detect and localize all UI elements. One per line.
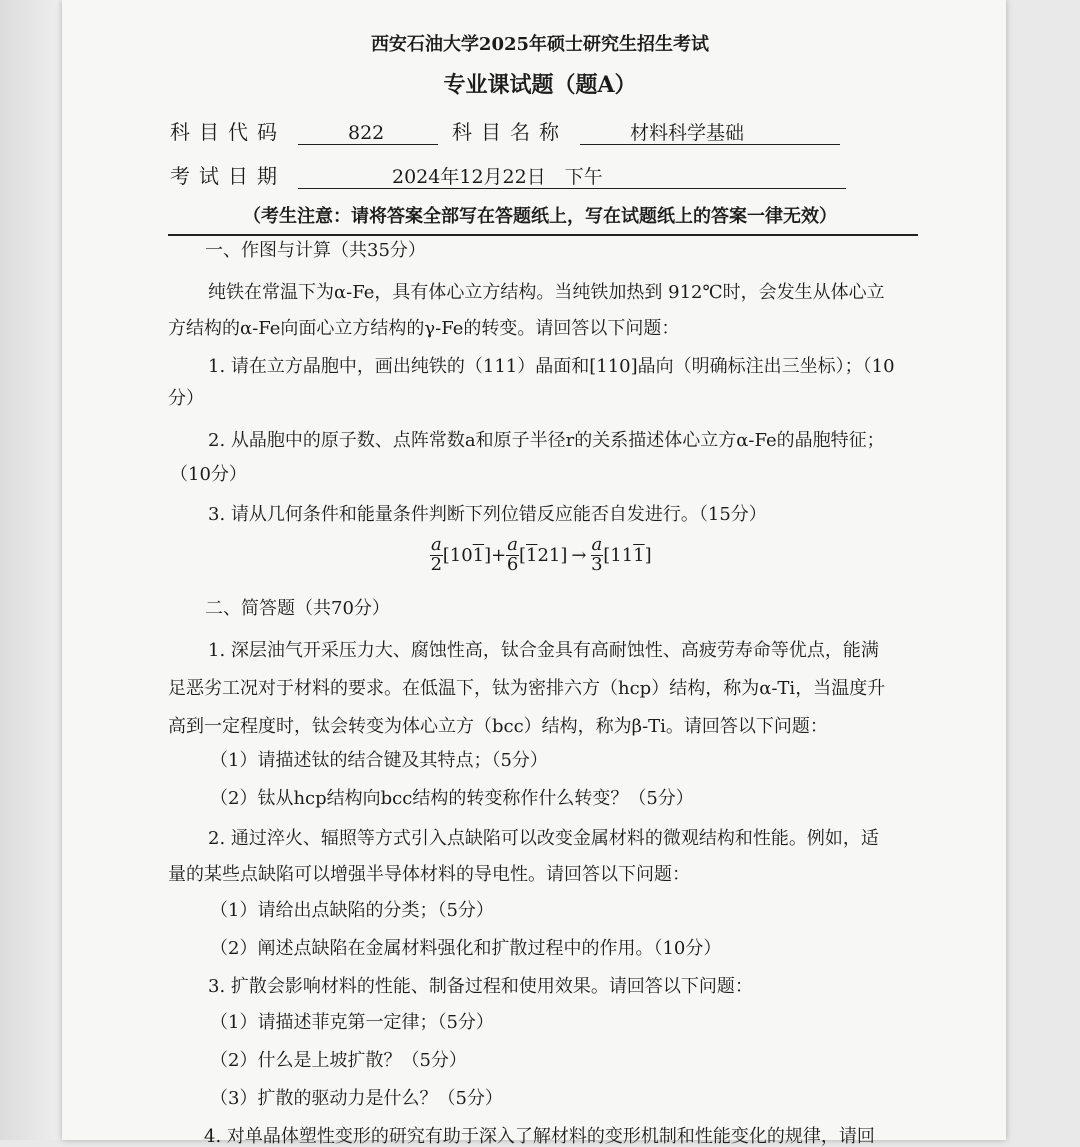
section2-q1-sub2: （2）钛从hcp结构向bcc结构的转变称作什么转变？（5分）	[210, 788, 694, 809]
section2-q2-line1: 2. 通过淬火、辐照等方式引入点缺陷可以改变金属材料的微观结构和性能。例如，适	[208, 828, 879, 849]
exam-date-underline	[298, 188, 846, 189]
section2-q2-sub2: （2）阐述点缺陷在金属材料强化和扩散过程中的作用。（10分）	[210, 938, 722, 959]
section2-q1-line2: 足恶劣工况对于材料的要求。在低温下，钛为密排六方（hcp）结构，称为α-Ti，当温度升	[168, 678, 886, 699]
section2-q1-line3: 高到一定程度时，钛会转变为体心立方（bcc）结构，称为β-Ti。请回答以下问题：	[168, 716, 828, 737]
burgers-vector-2: [121]	[518, 544, 568, 566]
exam-date-label: 考试日期	[170, 164, 286, 188]
section2-q1-line1: 1. 深层油气开采压力大、腐蚀性高，钛合金具有高耐蚀性、高疲劳寿命等优点，能满	[208, 640, 879, 661]
section1-intro-line1: 纯铁在常温下为α-Fe，具有体心立方结构。当纯铁加热到 912℃时，会发生从体心立	[208, 282, 885, 303]
reaction-arrow: →	[571, 544, 587, 566]
section2-q2-sub1: （1）请给出点缺陷的分类；（5分）	[210, 900, 494, 921]
section2-q2-line2: 量的某些点缺陷可以增强半导体材料的导电性。请回答以下问题：	[168, 864, 690, 885]
plus-sign: +	[491, 544, 507, 566]
section1-q1-line2: 分）	[168, 388, 204, 409]
section2-q3-sub3: （3）扩散的驱动力是什么？（5分）	[210, 1088, 503, 1109]
section1-q2-line2: （10分）	[170, 464, 247, 485]
burgers-vector-1: [101]	[442, 544, 492, 566]
section2-title: 二、简答题（共70分）	[205, 598, 390, 619]
subject-code-label: 科目代码	[170, 120, 286, 144]
section2-q3-line1: 3. 扩散会影响材料的性能、制备过程和使用效果。请回答以下问题：	[208, 976, 753, 997]
exam-title: 西安石油大学2025年硕士研究生招生考试	[370, 34, 710, 55]
dislocation-reaction-formula	[430, 536, 652, 584]
exam-date: 2024年12月22日 下午	[392, 166, 603, 188]
section2-q3-sub2: （2）什么是上坡扩散？（5分）	[210, 1050, 467, 1071]
section2-q3-sub1: （1）请描述菲克第一定律；（5分）	[210, 1012, 494, 1033]
fraction-a-over-2: $\frac{a}{2}$	[430, 534, 443, 575]
exam-notice: （考生注意：请将答案全部写在答题纸上，写在试题纸上的答案一律无效）	[243, 206, 837, 227]
page-edge-shadow	[0, 0, 62, 1140]
fraction-a-over-6: $\frac{a}{6}$	[506, 534, 519, 575]
fraction-a-over-3: $\frac{a}{3}$	[591, 534, 603, 575]
paper-title: 专业课试题（题A）	[443, 72, 637, 98]
subject-code-underline	[298, 144, 438, 145]
section2-q1-sub1: （1）请描述钛的结合键及其特点；（5分）	[210, 750, 548, 771]
section2-q4-partial: 4. 对单晶体塑性变形的研究有助于深入了解材料的变形机制和性能变化的规律，请回	[204, 1126, 875, 1147]
subject-name-underline	[580, 144, 840, 145]
section1-title: 一、作图与计算（共35分）	[205, 240, 426, 261]
subject-name: 材料科学基础	[630, 122, 745, 144]
section1-intro-line2: 方结构的α-Fe向面心立方结构的γ-Fe的转变。请回答以下问题：	[168, 318, 680, 339]
subject-code: 822	[348, 122, 385, 144]
section1-q2-line1: 2. 从晶胞中的原子数、点阵常数a和原子半径r的关系描述体心立方α-Fe的晶胞特征；	[208, 430, 885, 451]
burgers-vector-3: [111]	[603, 544, 652, 566]
subject-name-label: 科目名称	[452, 120, 568, 144]
section1-q1-line1: 1. 请在立方晶胞中，画出纯铁的（111）晶面和[110]晶向（明确标注出三坐标）；（10	[208, 356, 895, 377]
header-divider	[168, 234, 918, 236]
section1-q3: 3. 请从几何条件和能量条件判断下列位错反应能否自发进行。（15分）	[208, 504, 767, 525]
